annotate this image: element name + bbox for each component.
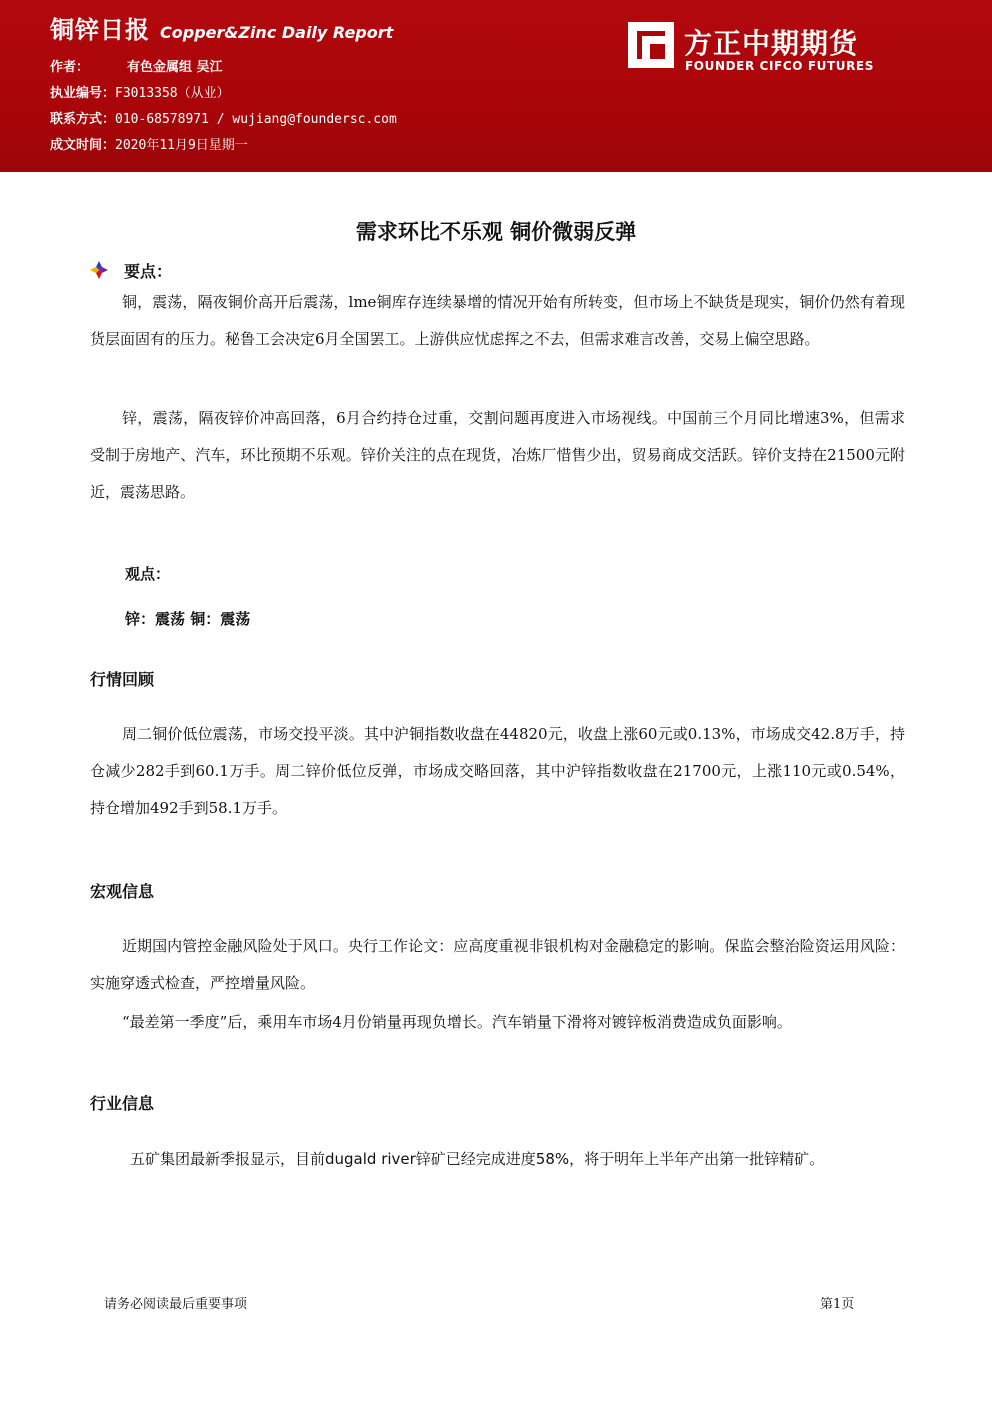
date-line [50,134,248,153]
bullet-diamond-icon [90,261,108,279]
page-title: 需求环比不乐观 铜价微弱反弹 [355,220,637,244]
license-label: 执业编号： [50,86,116,101]
author-value: 有色金属组 吴江 [127,60,223,75]
section-heading-industry: 行业信息 [90,1094,155,1113]
report-title [50,10,393,45]
author-line [50,56,223,75]
license-line [50,82,230,101]
key-points-label: 要点： [124,262,173,281]
report-title-en: Copper&Zinc Daily Report [160,23,394,42]
viewpoint-text: 锌：震荡 铜：震荡 [125,610,251,628]
contact-value: 010-68578971 / wujiang@foundersc.com [115,112,397,127]
market-review-text: 周二铜价低位震荡，市场交投平淡。其中沪铜指数收盘在44820元，收盘上涨60元或0.13%，市场成交42.8万手，持仓减少282手到60.1万手。周二锌价低位反弹，市场成交略回落，其中沪锌指数收盘在21700元，上涨110元或0.54%，持仓增加492手到58.1万手。 [90,725,905,817]
key-point-zinc: 锌，震荡，隔夜锌价冲高回落，6月合约持仓过重，交割问题再度进入市场视线。中国前三个月同比增速3%，但需求受制于房地产、汽车，环比预期不乐观。锌价关注的点在现货，冶炼厂惜售少出，贸易商成交活跃。锌价支持在21500元附近，震荡思路。 [90,409,905,501]
company-logo [628,22,888,78]
viewpoint-label: 观点： [125,565,171,583]
date-value: 2020年11月9日星期一 [115,138,248,153]
macro-text-2: “最差第一季度”后，乘用车市场4月份销量再现负增长。汽车销量下滑将对镀锌板消费造成负面影响。 [122,1013,792,1031]
contact-line [50,108,397,127]
footer-page-number: 第1页 [820,1297,855,1312]
section-heading-macro: 宏观信息 [90,882,155,901]
author-label: 作者： [50,60,90,75]
date-label: 成文时间： [50,138,116,153]
logo-text-en: FOUNDER CIFCO FUTURES [685,59,874,73]
contact-label: 联系方式： [50,112,116,127]
key-point-copper: 铜，震荡，隔夜铜价高开后震荡，lme铜库存连续暴增的情况开始有所转变，但市场上不缺货是现实，铜价仍然有着现货层面固有的压力。秘鲁工会决定6月全国罢工。上游供应忧虑挥之不去，但需求难言改善，交易上偏空思路。 [90,293,905,348]
footer-notice: 请务必阅读最后重要事项 [104,1297,248,1312]
logo-text-zh: 方正中期期货 [684,27,859,60]
founder-logo-icon [628,22,674,68]
report-header [0,0,992,172]
macro-text-1: 近期国内管控金融风险处于风口。央行工作论文：应高度重视非银机构对金融稳定的影响。保监会整治险资运用风险：实施穿透式检查，严控增量风险。 [90,937,905,992]
report-title-zh: 铜锌日报 [50,16,150,44]
industry-text: 五矿集团最新季报显示，目前dugald river锌矿已经完成进度58%，将于明年上半年产出第一批锌精矿。 [130,1150,825,1168]
license-value: F3013358（从业） [115,86,230,101]
section-heading-market-review: 行情回顾 [90,670,155,689]
